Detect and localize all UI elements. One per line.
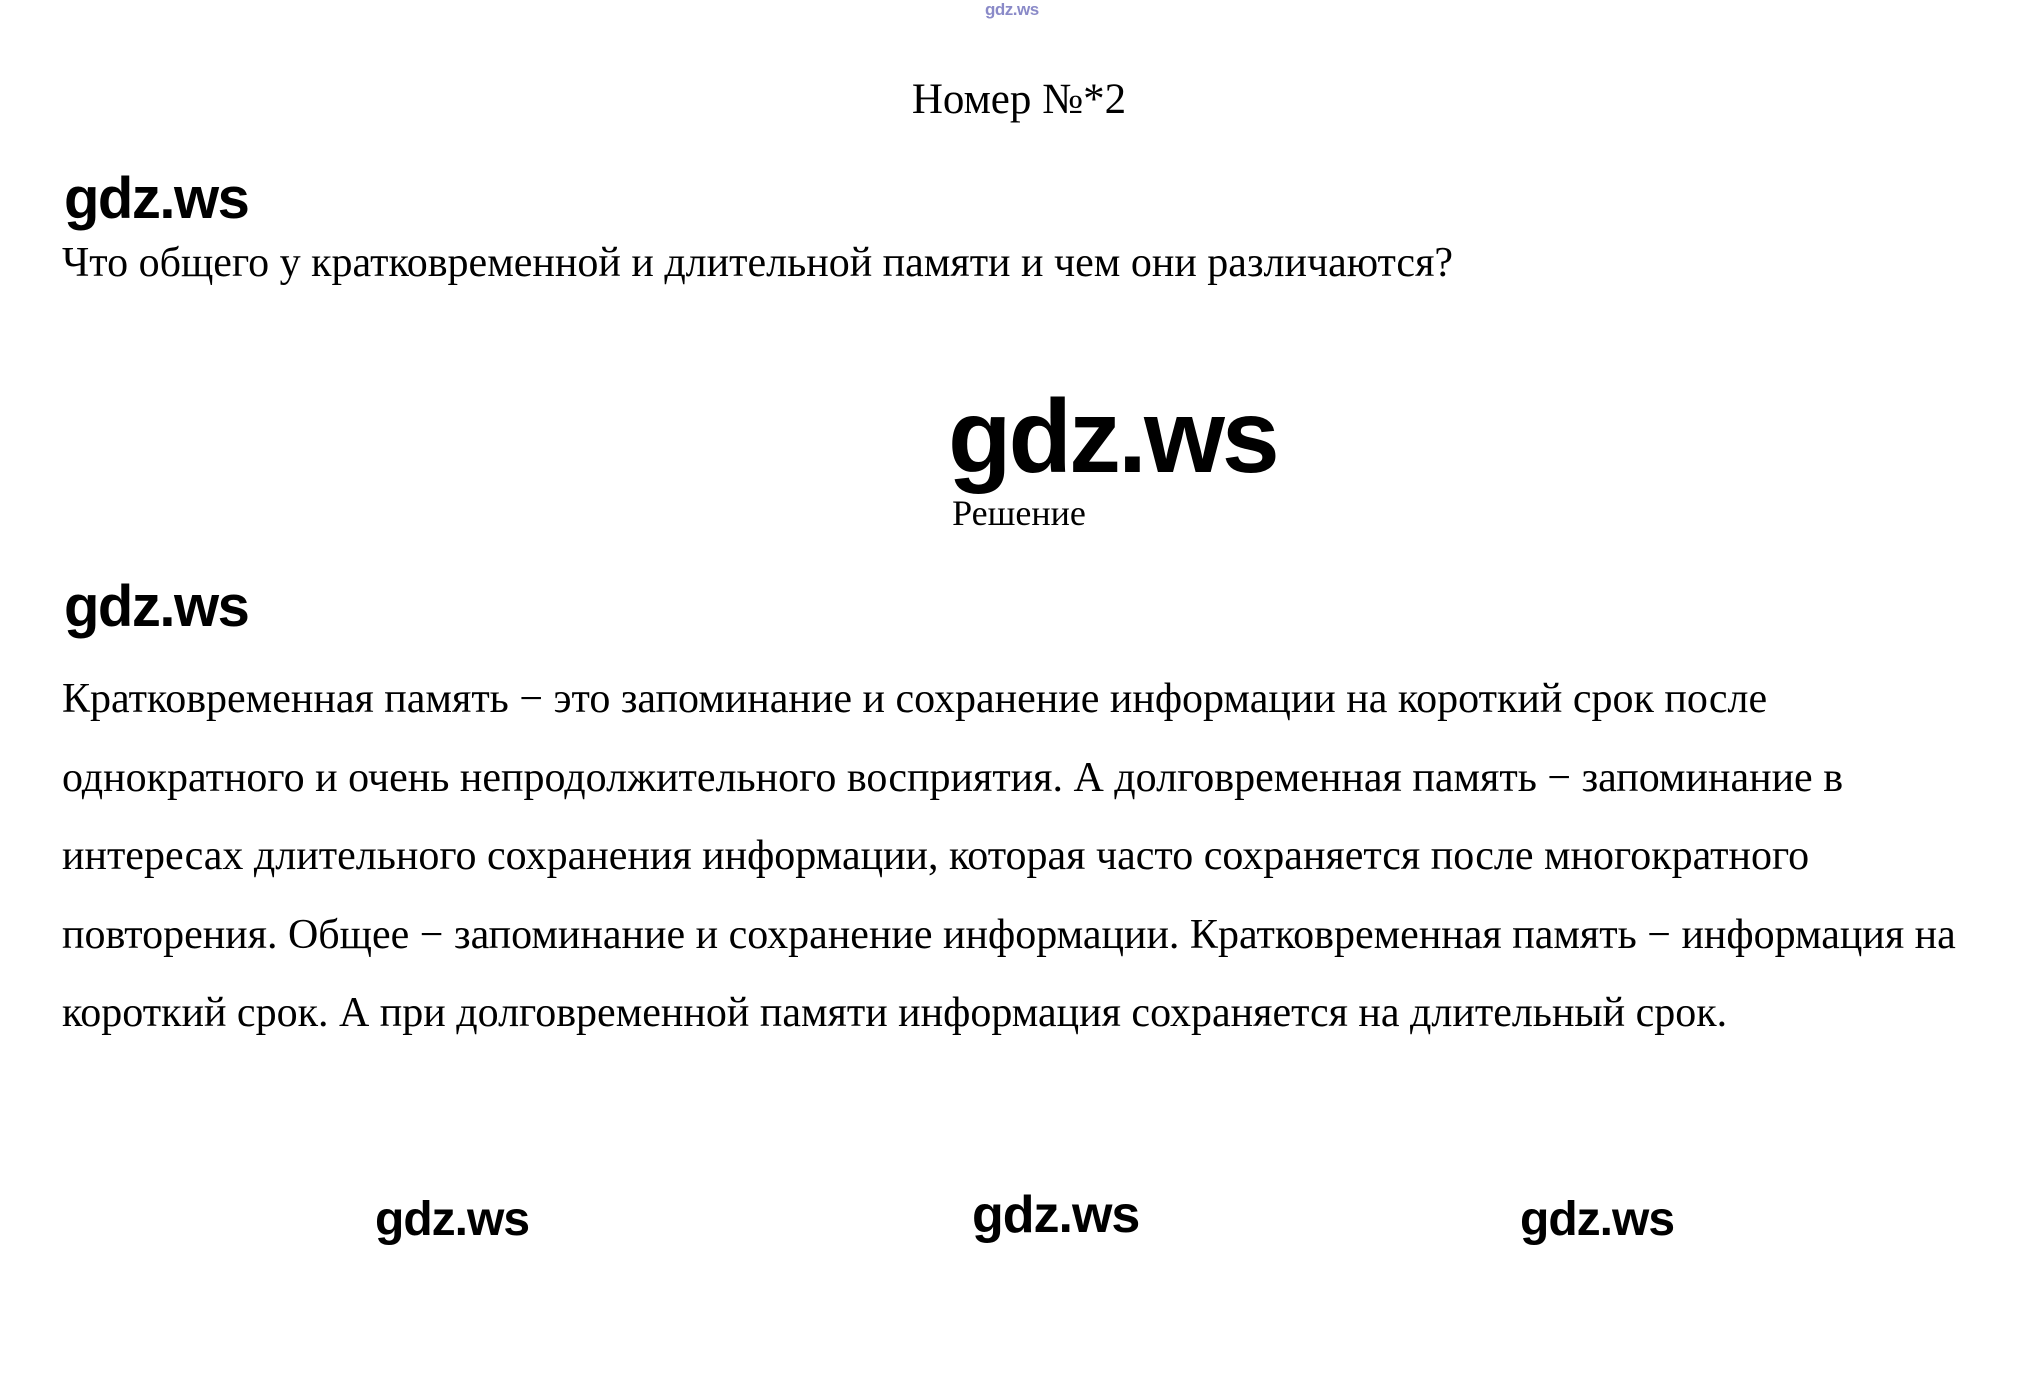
question-text: Что общего у кратковременной и длительной памяти и чем они различаются? — [62, 240, 1454, 286]
page-title: Номер №*2 — [911, 76, 1127, 123]
watermark-bottom-center: gdz.ws — [972, 1186, 1140, 1244]
watermark-left-middle: gdz.ws — [64, 574, 249, 639]
watermark-tiny-top: gdz.ws — [985, 0, 1039, 19]
watermark-center-big: gdz.ws — [948, 379, 1277, 495]
solution-label: Решение — [952, 493, 1086, 533]
solution-text: Кратковременная память − это запоминание и сохранение информации на короткий срок после однократного и очень непродолжительного восприятия. А долговременная память − запоминание в интересах длительного сохранения информации, которая часто сохраняется после многократного повторения. Общее − запоминание и сохранение информации. Кратковременная память − информация на короткий срок. А при долговременной памяти информация сохраняется на длительный срок. — [62, 676, 1956, 1037]
watermark-bottom-right: gdz.ws — [1520, 1193, 1675, 1246]
watermark-left-upper: gdz.ws — [64, 166, 249, 231]
watermark-bottom-left: gdz.ws — [375, 1193, 530, 1246]
